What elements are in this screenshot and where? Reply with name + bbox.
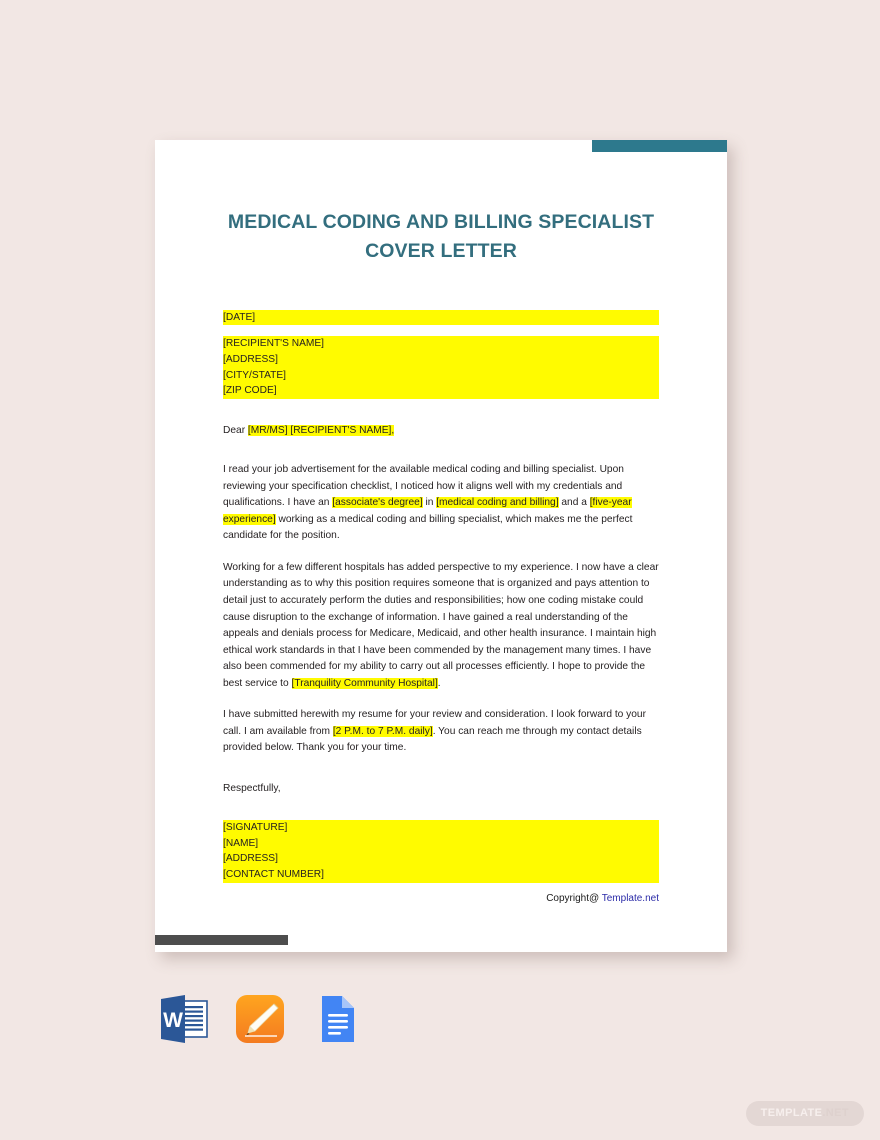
paragraph-1-highlight-experience: [five-year experience] <box>223 497 632 525</box>
salutation-prefix: Dear <box>223 424 248 436</box>
paragraph-1-seg-3: and a <box>558 497 590 509</box>
template-net-link[interactable]: Template.net <box>601 893 659 904</box>
paragraph-2 <box>223 560 659 692</box>
signature-placeholder: [SIGNATURE] <box>223 820 659 836</box>
paragraph-1-seg-1: I read your job advertisement for the available medical coding and billing specialist. Upon reviewing your specification checklist, I noticed how it aligns well with my credentials and qualifications. I have an <box>223 464 624 509</box>
page-title-line-2: COVER LETTER <box>365 239 517 262</box>
available-formats <box>155 988 395 1050</box>
page-title-line-1: MEDICAL CODING AND BILLING SPECIALIST <box>227 211 655 233</box>
paragraph-3 <box>223 707 659 757</box>
sender-address: [ADDRESS] <box>223 851 659 867</box>
date-placeholder: [DATE] <box>223 310 659 326</box>
header-accent-bar <box>592 140 727 152</box>
recipient-name: [RECIPIENT'S NAME] <box>223 336 659 352</box>
signature-block <box>223 820 659 882</box>
date-block <box>223 310 659 326</box>
template-net-watermark <box>746 1101 864 1126</box>
paragraph-1-seg-2: in <box>422 497 437 509</box>
document-page <box>155 140 727 952</box>
footer-accent-bar <box>155 935 288 945</box>
recipient-zip-code: [ZIP CODE] <box>223 383 659 399</box>
salutation-recipient: [MR/MS] [RECIPIENT'S NAME], <box>247 424 395 436</box>
paragraph-2-seg-2: . <box>437 677 441 689</box>
paragraph-3-seg-1: I have submitted herewith my resume for your review and consideration. I look forward to your call. I am available from <box>223 709 646 737</box>
recipient-city-state: [CITY/STATE] <box>223 368 659 384</box>
paragraph-1-seg-4: working as a medical coding and billing specialist, which makes me the perfect candidate for the position. <box>223 513 633 542</box>
sender-name: [NAME] <box>223 836 659 852</box>
watermark-bold: TEMPLATE <box>760 1107 823 1119</box>
paragraph-1 <box>223 462 659 545</box>
closing: Respectfully, <box>223 782 281 794</box>
copyright-notice <box>546 893 659 904</box>
apple-pages-icon[interactable] <box>231 990 289 1048</box>
google-docs-icon[interactable] <box>307 990 365 1048</box>
recipient-address: [ADDRESS] <box>223 352 659 368</box>
watermark-dim: .NET <box>822 1107 849 1119</box>
sender-contact-number: [CONTACT NUMBER] <box>223 867 659 883</box>
copyright-prefix: Copyright@ <box>546 893 602 904</box>
paragraph-2-highlight-hospital: [Tranquility Community Hospital] <box>291 677 438 689</box>
microsoft-word-icon[interactable] <box>155 990 213 1048</box>
page-title <box>223 208 659 266</box>
salutation <box>223 423 659 439</box>
svg-text:W: W <box>163 1009 183 1032</box>
paragraph-1-highlight-degree: [associate's degree] <box>332 497 423 509</box>
paragraph-1-highlight-field: [medical coding and billing] <box>436 497 559 509</box>
paragraph-3-seg-2: . You can reach me through my contact details provided below. Thank you for your time. <box>223 725 642 754</box>
recipient-address-block <box>223 336 659 398</box>
letter-body <box>223 208 659 883</box>
paragraph-3-highlight-availability: [2 P.M. to 7 P.M. daily] <box>332 725 433 737</box>
paragraph-2-seg-1: Working for a few different hospitals has added perspective to my experience. I now have a clear understanding as to why this position requires someone that is organized and pays attention to detail just to accurately perform the duties and responsibilities; how one coding mistake could cause disruption to the exchange of information. I have gained a real understanding of the appeals and denials process for Medicare, Medicaid, and other health insurance. I maintain high ethical work standards in that I have been commended by the management many times. I have also been commended for my ability to carry out all processes efficiently. I hope to provide the best service to <box>223 561 659 689</box>
